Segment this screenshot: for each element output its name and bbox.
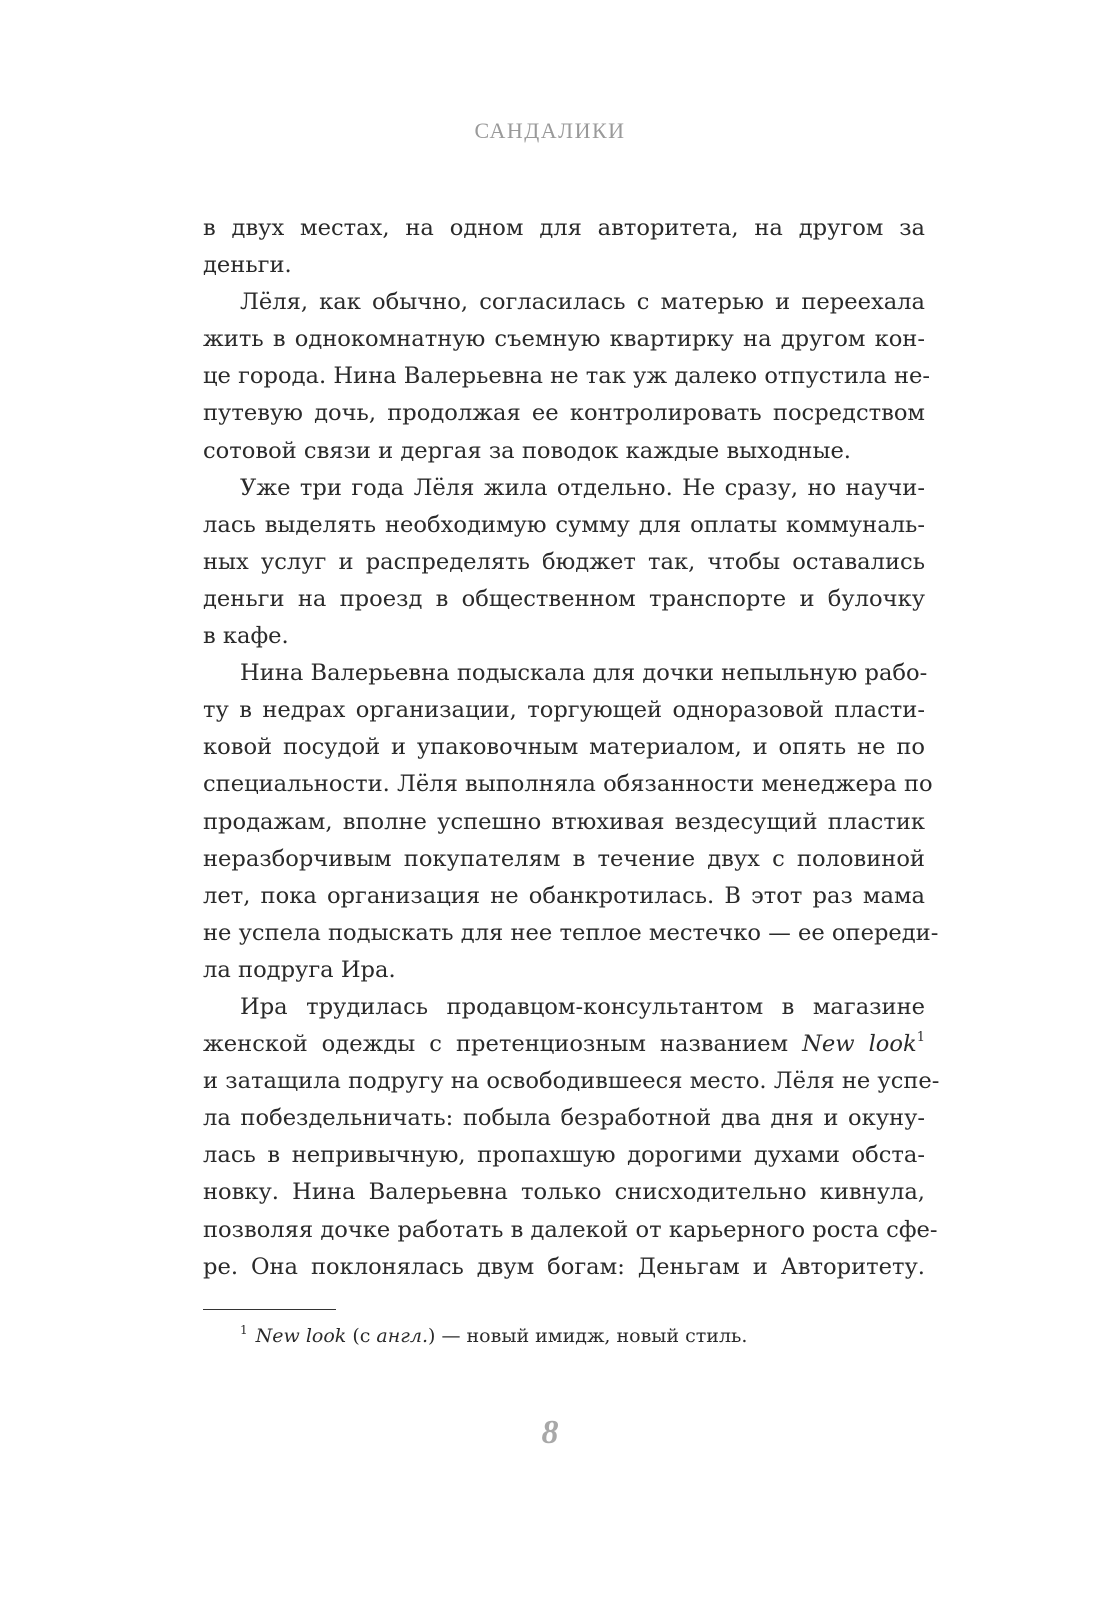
body-text [203, 210, 940, 1286]
text-line: лась в непривычную, пропахшую дорогими духами обста- [203, 1142, 925, 1169]
text-line: лась выделять необходимую сумму для оплаты коммуналь- [203, 511, 925, 538]
text-line: ту в недрах организации, торгующей одноразовой пласти- [203, 697, 925, 724]
text-line: Ира трудилась продавцом-консультантом в магазине [240, 993, 925, 1020]
footnote-divider [203, 1309, 336, 1310]
text-line: це города. Нина Валерьевна не так уж далеко отпустила не- [203, 363, 931, 390]
footnote-reference[interactable]: 1 [916, 1030, 925, 1046]
text-line: жить в однокомнатную съемную квартирку на другом кон- [203, 326, 925, 353]
text-fragment: женской одежды с претенциозным названием [203, 1031, 803, 1058]
text-line: не успела подыскать для нее теплое местечко — ее опереди- [203, 919, 939, 946]
text-line: Уже три года Лёля жила отдельно. Не сразу, но научи- [240, 474, 925, 501]
text-line: специальности. Лёля выполняла обязанности менеджера по [203, 771, 933, 798]
text-line: деньги. [203, 252, 292, 279]
footnote [240, 1322, 940, 1350]
running-title: САНДАЛИКИ [474, 118, 626, 143]
text-line: деньги на проезд в общественном транспорте и булочку [203, 585, 925, 612]
paragraph-5 [203, 989, 940, 1286]
text-line-with-footnote [203, 1026, 925, 1063]
text-line: лет, пока организация не обанкротилась. В этот раз мама [203, 882, 925, 909]
text-line: Лёля, как обычно, согласилась с матерью и переехала [240, 289, 925, 316]
footnote-paren-close: ) [428, 1325, 436, 1347]
paragraph-3 [203, 470, 925, 655]
footnote-mark: 1 [240, 1323, 248, 1337]
text-line: в двух местах, на одном для авторитета, на другом за [203, 215, 925, 241]
text-line: новку. Нина Валерьевна только снисходительно кивнула, [203, 1179, 925, 1206]
footnote-paren-open: (с [346, 1325, 377, 1347]
text-line: путевую дочь, продолжая ее контролировать посредством [203, 400, 925, 427]
italic-term: New look [802, 1031, 917, 1058]
text-line: ковой посудой и упаковочным материалом, и опять не по [203, 734, 925, 761]
text-line: Нина Валерьевна подыскала для дочки непыльную рабо- [240, 660, 928, 687]
page-number: 8 [541, 1414, 559, 1451]
paragraph-4 [203, 655, 939, 989]
footnote-text: — новый имидж, новый стиль. [435, 1325, 748, 1347]
text-line: ла подруга Ира. [203, 956, 396, 983]
paragraph-1 [203, 210, 925, 284]
footnote-term: New look [255, 1325, 347, 1347]
text-line: неразборчивым покупателям в течение двух с половиной [203, 845, 925, 872]
text-line: сотовой связи и дергая за поводок каждые выходные. [203, 437, 851, 464]
footnote-abbr: англ. [376, 1325, 429, 1347]
text-line: в кафе. [203, 623, 289, 650]
text-line: позволяя дочке работать в далекой от карьерного роста сфе- [203, 1216, 938, 1243]
text-line: и затащила подругу на освободившееся место. Лёля не успе- [203, 1068, 940, 1095]
text-line: ных услуг и распределять бюджет так, чтобы оставались [203, 548, 925, 575]
text-line: ла побездельничать: побыла безработной два дня и окуну- [203, 1105, 925, 1132]
text-line: ре. Она поклонялась двум богам: Деньгам и Авторитету. [203, 1253, 925, 1280]
paragraph-2 [203, 284, 931, 469]
text-line: продажам, вполне успешно втюхивая вездесущий пластик [203, 808, 925, 835]
